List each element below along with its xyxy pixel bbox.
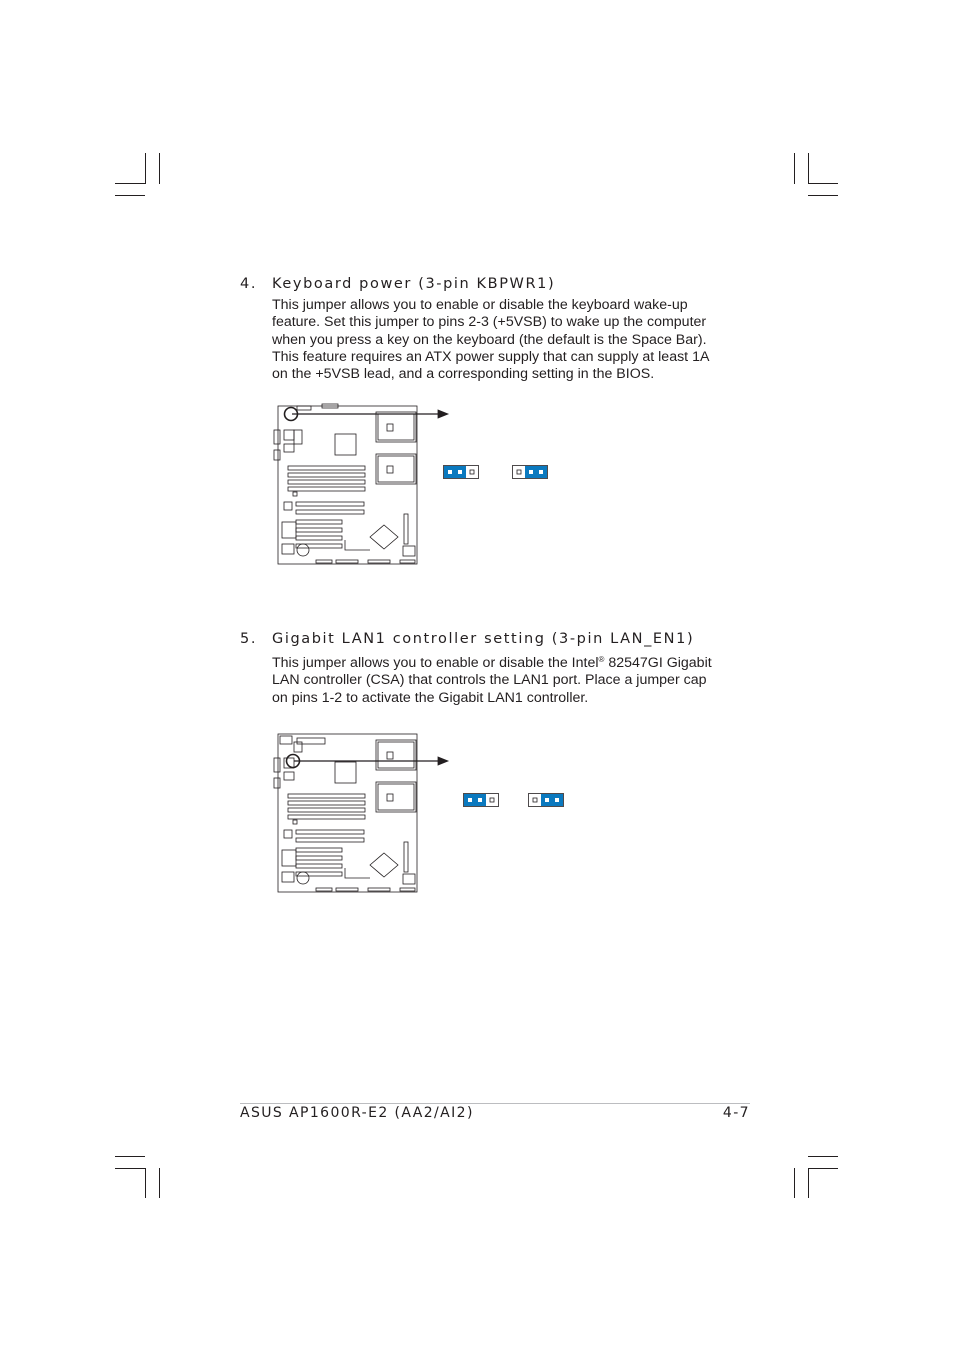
registered-trademark: ®	[598, 655, 605, 664]
crop-mark-top-left-h2	[115, 195, 145, 196]
jumper-disabled-pins	[528, 793, 564, 807]
section-4-line: This jumper allows you to enable or disable the keyboard wake-up	[272, 297, 688, 313]
section-4-line: feature. Set this jumper to pins 2-3 (+5VSB) to wake up the computer	[272, 314, 707, 331]
crop-mark-top-right-h2	[808, 195, 838, 196]
crop-mark-bottom-left-v2	[159, 1168, 160, 1198]
footer-product-name: ASUS AP1600R-E2 (AA2/AI2)	[240, 1105, 474, 1121]
crop-mark-bottom-right-h2	[808, 1168, 838, 1169]
section-4-body	[272, 297, 742, 383]
section-4-line: This feature requires an ATX power supply that can supply at least 1A	[272, 348, 710, 365]
crop-mark-bottom-right-h	[808, 1156, 838, 1157]
crop-mark-bottom-right-v	[794, 1168, 795, 1198]
jumper-disabled-pins	[512, 465, 548, 479]
jumper-enabled-pins	[443, 465, 479, 479]
section-4-heading	[240, 276, 555, 292]
crop-mark-top-right-v2	[808, 153, 809, 184]
footer-page-number: 4-7	[722, 1105, 750, 1121]
section-5-line: LAN controller (CSA) that controls the LAN1 port. Place a jumper cap	[272, 672, 707, 689]
section-4-number: 4.	[240, 276, 258, 292]
section-5-body	[272, 651, 742, 707]
motherboard-layout-diagram-lan-en	[270, 728, 460, 898]
crop-mark-top-left-h	[115, 183, 145, 184]
section-5-title: Gigabit LAN1 controller setting (3-pin LAN_EN1)	[272, 631, 695, 647]
section-5-heading	[240, 631, 694, 647]
section-5-line1-part: This jumper allows you to enable or disable the Intel	[272, 655, 599, 671]
jumper-enabled-pins	[463, 793, 499, 807]
crop-mark-top-right-h	[808, 183, 838, 184]
section-4-line: on the +5VSB lead, and a corresponding setting in the BIOS.	[272, 366, 655, 383]
section-5-line	[272, 651, 742, 672]
section-5-line: on pins 1-2 to activate the Gigabit LAN1 controller.	[272, 689, 589, 706]
footer-rule	[240, 1103, 750, 1104]
section-5-number: 5.	[240, 631, 258, 647]
motherboard-layout-diagram-kbpwr	[270, 400, 460, 570]
crop-mark-bottom-left-v	[145, 1168, 146, 1198]
section-5-line1-part: 82547GI Gigabit	[604, 655, 712, 671]
crop-mark-bottom-right-v2	[808, 1168, 809, 1198]
section-4-title: Keyboard power (3-pin KBPWR1)	[272, 276, 556, 292]
crop-mark-bottom-left-h	[115, 1156, 145, 1157]
section-4-line: when you press a key on the keyboard (the default is the Space Bar).	[272, 331, 707, 348]
crop-mark-top-right-v	[794, 153, 795, 184]
crop-mark-top-left-v2	[159, 153, 160, 184]
crop-mark-bottom-left-h2	[115, 1168, 145, 1169]
crop-mark-top-left-v	[145, 153, 146, 184]
